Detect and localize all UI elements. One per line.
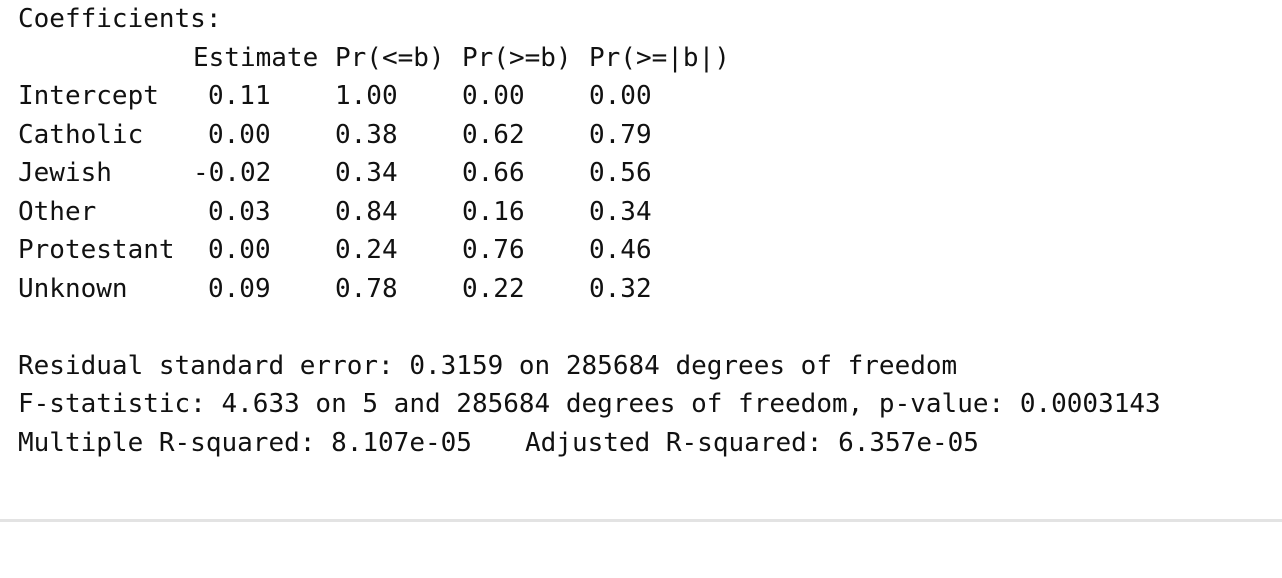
row-pr-le: 0.34 bbox=[335, 158, 398, 188]
row-pr-abs: 0.46 bbox=[589, 235, 652, 265]
table-row bbox=[18, 231, 1268, 270]
table-row bbox=[18, 270, 1268, 309]
table-row bbox=[18, 154, 1268, 193]
blank-line bbox=[18, 308, 1268, 347]
row-estimate: 0.00 bbox=[208, 119, 271, 150]
row-pr-le: 0.84 bbox=[335, 196, 398, 227]
coefficients-title: Coefficients: bbox=[18, 4, 222, 34]
row-pr-abs: 0.34 bbox=[589, 196, 652, 227]
header-estimate: Estimate bbox=[193, 42, 319, 73]
header-pr-le: Pr(<=b) bbox=[335, 42, 445, 73]
row-pr-abs: 0.56 bbox=[589, 158, 652, 188]
row-pr-abs: 0.00 bbox=[589, 81, 652, 111]
row-name: Unknown bbox=[18, 273, 128, 304]
adjusted-r-squared: Adjusted R-squared: 6.357e-05 bbox=[525, 427, 979, 458]
table-row bbox=[18, 77, 1268, 116]
row-pr-le: 0.24 bbox=[335, 235, 398, 265]
row-pr-le: 0.38 bbox=[335, 119, 398, 150]
table-header-row bbox=[18, 39, 1268, 78]
row-name: Intercept bbox=[18, 81, 159, 111]
row-estimate: 0.09 bbox=[208, 273, 271, 304]
row-estimate: 0.03 bbox=[208, 196, 271, 227]
row-pr-ge: 0.00 bbox=[462, 81, 525, 111]
r-squared-line bbox=[18, 424, 1268, 463]
header-pr-ge: Pr(>=b) bbox=[462, 42, 572, 73]
row-name: Protestant bbox=[18, 235, 175, 265]
row-pr-abs: 0.32 bbox=[589, 273, 652, 304]
row-name: Catholic bbox=[18, 119, 144, 150]
row-pr-ge: 0.76 bbox=[462, 235, 525, 265]
row-name: Jewish bbox=[18, 158, 112, 188]
f-statistic: F-statistic: 4.633 on 5 and 285684 degrees of freedom, p-value: 0.0003143 bbox=[18, 389, 1161, 419]
residual-standard-error: Residual standard error: 0.3159 on 285684 degrees of freedom bbox=[18, 350, 958, 381]
row-name: Other bbox=[18, 196, 97, 227]
row-pr-ge: 0.62 bbox=[462, 119, 525, 150]
table-row bbox=[18, 193, 1268, 232]
row-pr-le: 1.00 bbox=[335, 81, 398, 111]
row-estimate: 0.11 bbox=[208, 81, 271, 111]
row-pr-ge: 0.22 bbox=[462, 273, 525, 304]
table-row bbox=[18, 116, 1268, 155]
regression-output bbox=[18, 0, 1268, 462]
header-pr-abs: Pr(>=|b|) bbox=[589, 42, 730, 73]
row-estimate: -0.02 bbox=[193, 158, 272, 188]
multiple-r-squared: Multiple R-squared: 8.107e-05 bbox=[18, 427, 472, 458]
row-estimate: 0.00 bbox=[208, 235, 271, 265]
row-pr-ge: 0.16 bbox=[462, 196, 525, 227]
row-pr-ge: 0.66 bbox=[462, 158, 525, 188]
row-pr-le: 0.78 bbox=[335, 273, 398, 304]
row-pr-abs: 0.79 bbox=[589, 119, 652, 150]
